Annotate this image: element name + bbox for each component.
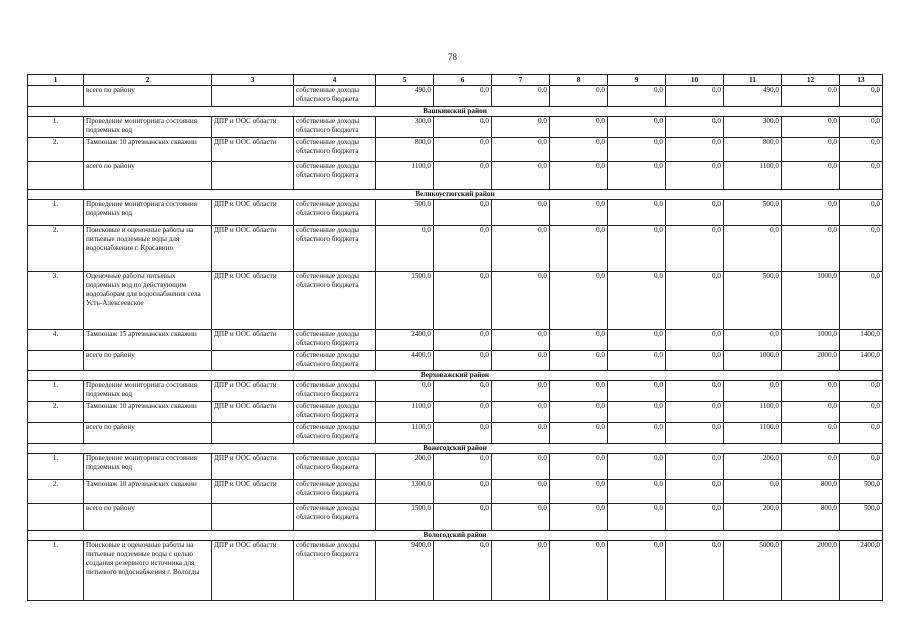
cell-col-11: 300,0: [724, 117, 782, 138]
cell-col-11: 0,0: [724, 480, 782, 504]
cell-col-9: 0,0: [608, 226, 666, 272]
cell-executor: ДПР и ООС области: [212, 330, 294, 351]
table-row: [28, 86, 883, 107]
cell-funding-source: собственные доходы областного бюджета: [294, 351, 376, 371]
cell-total: 0,0: [376, 226, 434, 272]
cell-col-11: 1100,0: [724, 162, 782, 190]
cell-col-12: 0,0: [782, 138, 840, 162]
cell-total: 490,0: [376, 86, 434, 107]
table-row: [28, 138, 883, 162]
header-cell: 1: [28, 75, 84, 86]
cell-col-9: 0,0: [608, 423, 666, 444]
cell-col-11: 1000,0: [724, 351, 782, 371]
cell-col-9: 0,0: [608, 86, 666, 107]
cell-col-7: 0,0: [492, 86, 550, 107]
cell-col-11: 500,0: [724, 272, 782, 330]
cell-funding-source: собственные доходы областного бюджета: [294, 86, 376, 107]
cell-executor: ДПР и ООС области: [212, 402, 294, 423]
cell-col-13: 2400,0: [840, 541, 883, 601]
cell-col-12: 0,0: [782, 162, 840, 190]
cell-col-13: 0,0: [840, 402, 883, 423]
cell-executor: ДПР и ООС области: [212, 272, 294, 330]
cell-col-9: 0,0: [608, 402, 666, 423]
cell-row-number: [28, 504, 84, 531]
cell-col-7: 0,0: [492, 272, 550, 330]
cell-total: 300,0: [376, 117, 434, 138]
cell-col-11: 490,0: [724, 86, 782, 107]
cell-row-number: 2.: [28, 480, 84, 504]
header-cell: 13: [840, 75, 883, 86]
table-row: [28, 117, 883, 138]
cell-col-11: 200,0: [724, 504, 782, 531]
cell-row-number: [28, 162, 84, 190]
cell-col-10: 0,0: [666, 226, 724, 272]
cell-total: 2400,0: [376, 330, 434, 351]
cell-funding-source: собственные доходы областного бюджета: [294, 480, 376, 504]
cell-col-11: 1100,0: [724, 402, 782, 423]
cell-total: 1500,0: [376, 504, 434, 531]
cell-col-12: 800,0: [782, 504, 840, 531]
table-row: [28, 402, 883, 423]
cell-col-6: 0,0: [434, 351, 492, 371]
table-row: [28, 423, 883, 444]
cell-col-12: 0,0: [782, 86, 840, 107]
cell-item-name: всего по району: [84, 86, 212, 107]
cell-col-12: 2000,0: [782, 351, 840, 371]
table-row: [28, 541, 883, 601]
table-row: [28, 504, 883, 531]
cell-item-name: Проведение мониторинга состояния подземных вод: [84, 200, 212, 226]
cell-funding-source: собственные доходы областного бюджета: [294, 402, 376, 423]
cell-col-13: 500,0: [840, 480, 883, 504]
budget-table: [27, 74, 883, 601]
cell-total: 1500,0: [376, 272, 434, 330]
cell-col-8: 0,0: [550, 226, 608, 272]
cell-row-number: [28, 351, 84, 371]
cell-col-11: 0,0: [724, 330, 782, 351]
cell-col-10: 0,0: [666, 423, 724, 444]
cell-col-7: 0,0: [492, 541, 550, 601]
cell-col-8: 0,0: [550, 402, 608, 423]
cell-col-8: 0,0: [550, 330, 608, 351]
cell-col-13: 0,0: [840, 138, 883, 162]
header-cell: 9: [608, 75, 666, 86]
header-cell: 3: [212, 75, 294, 86]
cell-col-8: 0,0: [550, 381, 608, 402]
cell-executor: ДПР и ООС области: [212, 454, 294, 480]
cell-col-7: 0,0: [492, 200, 550, 226]
cell-col-12: 0,0: [782, 200, 840, 226]
cell-funding-source: собственные доходы областного бюджета: [294, 138, 376, 162]
cell-col-11: 200,0: [724, 454, 782, 480]
section-row: [28, 190, 883, 200]
cell-col-7: 0,0: [492, 117, 550, 138]
cell-executor: ДПР и ООС области: [212, 480, 294, 504]
cell-col-7: 0,0: [492, 402, 550, 423]
cell-col-10: 0,0: [666, 504, 724, 531]
cell-item-name: Оценочные работы питьевых подземных вод по действующим водозаборам для водоснабжения села Усть-Алексеевское: [84, 272, 212, 330]
section-row: [28, 444, 883, 454]
cell-col-8: 0,0: [550, 454, 608, 480]
table-row: [28, 381, 883, 402]
cell-funding-source: собственные доходы областного бюджета: [294, 200, 376, 226]
cell-col-10: 0,0: [666, 272, 724, 330]
cell-col-13: 0,0: [840, 272, 883, 330]
cell-col-12: 0,0: [782, 402, 840, 423]
cell-col-12: 0,0: [782, 423, 840, 444]
section-row: [28, 531, 883, 541]
header-cell: 10: [666, 75, 724, 86]
cell-col-12: 2000,0: [782, 541, 840, 601]
cell-col-13: 0,0: [840, 381, 883, 402]
header-cell: 7: [492, 75, 550, 86]
cell-col-12: 1000,0: [782, 272, 840, 330]
cell-col-9: 0,0: [608, 330, 666, 351]
cell-col-8: 0,0: [550, 480, 608, 504]
header-cell: 12: [782, 75, 840, 86]
section-title: Верховажский район: [28, 371, 883, 381]
cell-col-9: 0,0: [608, 162, 666, 190]
cell-col-6: 0,0: [434, 200, 492, 226]
cell-funding-source: собственные доходы областного бюджета: [294, 162, 376, 190]
table-row: [28, 480, 883, 504]
cell-col-13: 500,0: [840, 504, 883, 531]
cell-col-6: 0,0: [434, 480, 492, 504]
page-number: 78: [448, 52, 457, 62]
cell-executor: [212, 504, 294, 531]
cell-row-number: 2.: [28, 138, 84, 162]
header-row: [28, 75, 883, 86]
cell-row-number: [28, 86, 84, 107]
cell-row-number: 1.: [28, 541, 84, 601]
cell-col-9: 0,0: [608, 504, 666, 531]
cell-item-name: Поисковые и оценочные работы на питьевые подземные воды для водоснабжения г. Красавино: [84, 226, 212, 272]
cell-executor: [212, 86, 294, 107]
cell-col-6: 0,0: [434, 86, 492, 107]
cell-col-12: 0,0: [782, 117, 840, 138]
cell-total: 1300,0: [376, 480, 434, 504]
cell-col-9: 0,0: [608, 200, 666, 226]
cell-item-name: всего по району: [84, 423, 212, 444]
cell-col-9: 0,0: [608, 480, 666, 504]
cell-col-9: 0,0: [608, 138, 666, 162]
cell-col-13: 1400,0: [840, 351, 883, 371]
cell-col-6: 0,0: [434, 330, 492, 351]
cell-funding-source: собственные доходы областного бюджета: [294, 272, 376, 330]
cell-col-10: 0,0: [666, 162, 724, 190]
cell-col-10: 0,0: [666, 330, 724, 351]
section-title: Вологодский район: [28, 531, 883, 541]
cell-total: 1100,0: [376, 423, 434, 444]
cell-executor: ДПР и ООС области: [212, 541, 294, 601]
cell-funding-source: собственные доходы областного бюджета: [294, 541, 376, 601]
section-row: [28, 371, 883, 381]
cell-col-6: 0,0: [434, 504, 492, 531]
cell-col-7: 0,0: [492, 423, 550, 444]
header-cell: 11: [724, 75, 782, 86]
cell-col-8: 0,0: [550, 162, 608, 190]
section-title: Вожегодский район: [28, 444, 883, 454]
cell-col-6: 0,0: [434, 138, 492, 162]
cell-col-8: 0,0: [550, 272, 608, 330]
cell-item-name: Тампонаж 15 артезианских скважин: [84, 330, 212, 351]
cell-col-12: 1000,0: [782, 330, 840, 351]
cell-col-7: 0,0: [492, 226, 550, 272]
cell-col-6: 0,0: [434, 272, 492, 330]
cell-col-13: 1400,0: [840, 330, 883, 351]
cell-col-13: 0,0: [840, 423, 883, 444]
section-title: Вашкинский район: [28, 107, 883, 117]
cell-executor: ДПР и ООС области: [212, 117, 294, 138]
cell-funding-source: собственные доходы областного бюджета: [294, 226, 376, 272]
cell-executor: ДПР и ООС области: [212, 138, 294, 162]
cell-item-name: Тампонаж 10 артезианских скважин: [84, 480, 212, 504]
cell-row-number: 2.: [28, 226, 84, 272]
cell-funding-source: собственные доходы областного бюджета: [294, 504, 376, 531]
cell-funding-source: собственные доходы областного бюджета: [294, 454, 376, 480]
cell-row-number: 3.: [28, 272, 84, 330]
cell-funding-source: собственные доходы областного бюджета: [294, 117, 376, 138]
header-cell: 8: [550, 75, 608, 86]
cell-col-9: 0,0: [608, 541, 666, 601]
cell-col-13: 0,0: [840, 200, 883, 226]
cell-funding-source: собственные доходы областного бюджета: [294, 381, 376, 402]
cell-col-7: 0,0: [492, 351, 550, 371]
cell-row-number: 1.: [28, 454, 84, 480]
cell-item-name: Тампонаж 10 артезианских скважин: [84, 138, 212, 162]
cell-row-number: 4.: [28, 330, 84, 351]
cell-col-13: 0,0: [840, 162, 883, 190]
header-cell: 5: [376, 75, 434, 86]
cell-col-6: 0,0: [434, 541, 492, 601]
cell-col-6: 0,0: [434, 381, 492, 402]
cell-col-6: 0,0: [434, 454, 492, 480]
cell-col-6: 0,0: [434, 423, 492, 444]
cell-col-10: 0,0: [666, 138, 724, 162]
header-cell: 2: [84, 75, 212, 86]
cell-funding-source: собственные доходы областного бюджета: [294, 330, 376, 351]
cell-col-13: 0,0: [840, 117, 883, 138]
cell-col-7: 0,0: [492, 330, 550, 351]
cell-row-number: 2.: [28, 402, 84, 423]
cell-item-name: всего по району: [84, 351, 212, 371]
cell-col-6: 0,0: [434, 226, 492, 272]
cell-total: 1100,0: [376, 402, 434, 423]
cell-item-name: всего по району: [84, 162, 212, 190]
cell-col-8: 0,0: [550, 117, 608, 138]
cell-row-number: [28, 423, 84, 444]
cell-col-12: 800,0: [782, 480, 840, 504]
cell-col-10: 0,0: [666, 200, 724, 226]
cell-executor: ДПР и ООС области: [212, 381, 294, 402]
cell-col-8: 0,0: [550, 504, 608, 531]
cell-col-13: 0,0: [840, 86, 883, 107]
cell-total: 500,0: [376, 200, 434, 226]
cell-col-10: 0,0: [666, 454, 724, 480]
cell-col-7: 0,0: [492, 454, 550, 480]
cell-col-11: 1100,0: [724, 423, 782, 444]
cell-col-8: 0,0: [550, 138, 608, 162]
cell-col-11: 5000,0: [724, 541, 782, 601]
table-row: [28, 162, 883, 190]
cell-col-11: 0,0: [724, 226, 782, 272]
cell-col-8: 0,0: [550, 351, 608, 371]
cell-col-10: 0,0: [666, 480, 724, 504]
table-row: [28, 226, 883, 272]
cell-col-11: 500,0: [724, 200, 782, 226]
cell-col-8: 0,0: [550, 86, 608, 107]
cell-col-7: 0,0: [492, 381, 550, 402]
cell-col-10: 0,0: [666, 381, 724, 402]
cell-col-12: 0,0: [782, 226, 840, 272]
cell-col-7: 0,0: [492, 480, 550, 504]
cell-item-name: Проведение мониторинга состояния подземных вод: [84, 381, 212, 402]
cell-total: 9400,0: [376, 541, 434, 601]
cell-executor: ДПР и ООС области: [212, 226, 294, 272]
cell-col-13: 0,0: [840, 226, 883, 272]
cell-col-8: 0,0: [550, 423, 608, 444]
cell-row-number: 1.: [28, 117, 84, 138]
cell-col-6: 0,0: [434, 402, 492, 423]
cell-col-9: 0,0: [608, 351, 666, 371]
cell-item-name: всего по району: [84, 504, 212, 531]
table-row: [28, 330, 883, 351]
cell-total: 200,0: [376, 454, 434, 480]
cell-row-number: 1.: [28, 200, 84, 226]
table-row: [28, 454, 883, 480]
cell-col-9: 0,0: [608, 272, 666, 330]
table-row: [28, 272, 883, 330]
table-row: [28, 200, 883, 226]
header-cell: 4: [294, 75, 376, 86]
cell-col-7: 0,0: [492, 162, 550, 190]
cell-total: 0,0: [376, 381, 434, 402]
cell-total: 800,0: [376, 138, 434, 162]
cell-col-9: 0,0: [608, 117, 666, 138]
cell-col-10: 0,0: [666, 86, 724, 107]
cell-row-number: 1.: [28, 381, 84, 402]
cell-col-10: 0,0: [666, 541, 724, 601]
cell-col-11: 0,0: [724, 381, 782, 402]
cell-col-6: 0,0: [434, 162, 492, 190]
cell-col-10: 0,0: [666, 351, 724, 371]
cell-col-8: 0,0: [550, 200, 608, 226]
header-cell: 6: [434, 75, 492, 86]
cell-col-12: 0,0: [782, 381, 840, 402]
cell-total: 4400,0: [376, 351, 434, 371]
cell-col-8: 0,0: [550, 541, 608, 601]
cell-item-name: Проведение мониторинга состояния подземных вод: [84, 117, 212, 138]
cell-item-name: Проведение мониторинга состояния подземных вод: [84, 454, 212, 480]
cell-col-11: 800,0: [724, 138, 782, 162]
cell-col-10: 0,0: [666, 402, 724, 423]
cell-executor: [212, 351, 294, 371]
table-row: [28, 351, 883, 371]
cell-col-7: 0,0: [492, 504, 550, 531]
cell-funding-source: собственные доходы областного бюджета: [294, 423, 376, 444]
cell-executor: [212, 423, 294, 444]
cell-total: 1100,0: [376, 162, 434, 190]
cell-col-10: 0,0: [666, 117, 724, 138]
cell-col-12: 0,0: [782, 454, 840, 480]
cell-item-name: Поисковые и оценочные работы на питьевые подземные воды с целью создания резервного источника для питьевого водоснабжения г. Вологды: [84, 541, 212, 601]
cell-col-9: 0,0: [608, 381, 666, 402]
cell-col-13: 0,0: [840, 454, 883, 480]
cell-executor: ДПР и ООС области: [212, 200, 294, 226]
cell-executor: [212, 162, 294, 190]
cell-col-6: 0,0: [434, 117, 492, 138]
section-title: Великоустюгский район: [28, 190, 883, 200]
cell-item-name: Тампонаж 10 артезианских скважин: [84, 402, 212, 423]
section-row: [28, 107, 883, 117]
cell-col-7: 0,0: [492, 138, 550, 162]
cell-col-9: 0,0: [608, 454, 666, 480]
